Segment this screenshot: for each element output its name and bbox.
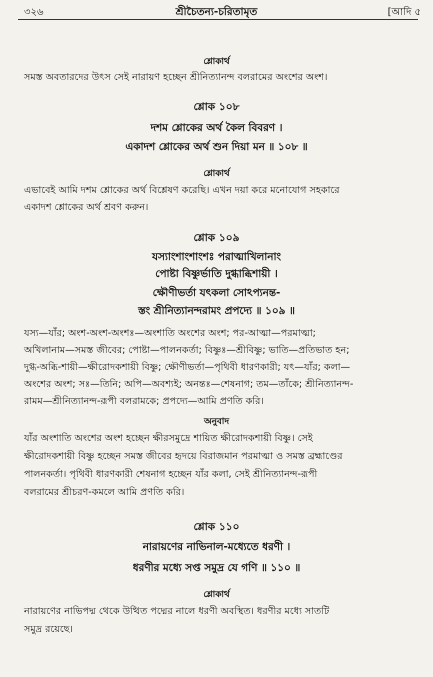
paragraph-line: সমস্ত অবতারদের উৎস সেই নারায়ণ হচ্ছেন শ্রীনিত্যানন্দ বলরামের অংশের অংশ। xyxy=(24,72,328,83)
shloka-number: শ্লোক ১১০ xyxy=(193,521,240,533)
sanskrit-verse-line: যস্যাংশাংশাংশঃ পরাত্মাখিলানাং xyxy=(152,251,281,263)
book-title: শ্রীচৈতন্য-চরিতামৃত xyxy=(175,6,258,18)
paragraph-line: সমুদ্র রয়েছে। xyxy=(24,624,73,635)
synonym-line: অখিলানাম—সমস্ত জীবের; পোষ্টা—পালনকর্তা; বিষ্ণুঃ—শ্রীবিষ্ণু; ভাতি—প্রতিভাত হন; xyxy=(24,345,350,356)
verse-line: নারায়ণের নাভিনাল-মধ্যেতে ধরণী । xyxy=(142,541,291,553)
paragraph-line: একাদশ শ্লোকের অর্থ শ্রবণ করুন। xyxy=(24,202,149,213)
sanskrit-verse-line: স্তং শ্রীনিত্যানন্দরামং প্রপদ্যে ॥ ১০৯ ॥ xyxy=(138,305,295,317)
paragraph-line: পালনকর্তা। পৃথিবী ধারণকারী শেষনাগ হচ্ছেন যাঁর কলা, সেই শ্রীনিত্যানন্দ-রূপী xyxy=(24,469,318,480)
verse-line: ধরণীর মধ্যে সপ্ত সমুদ্র যে গণি ॥ ১১০ ॥ xyxy=(132,562,301,574)
synonym-line: দুগ্ধ-অব্ধি-শায়ী—ক্ষীরোদকশায়ী বিষ্ণু; ক্ষৌণীভর্তা—পৃথিবী ধারণকারী; যৎ—যাঁর; কলা— xyxy=(24,362,351,373)
paragraph-line: নারায়ণের নাভিপদ্ম থেকে উত্থিত পদ্মের নালে ধরণী অবস্থিত। ধরণীর মধ্যে সাতটি xyxy=(24,606,330,617)
heading-translation-label: শ্লোকার্থ xyxy=(203,169,230,179)
synonym-line: অংশের অংশ; সঃ—তিনি; অপি—অবশ্যই; অনন্তঃ—শেষনাগ; তম—তাঁকে; শ্রীনিত্যানন্দ- xyxy=(24,379,354,390)
synonym-line: যস্য—যাঁর; অংশ-অংশ-অংশঃ—অংশাতি অংশের অংশ; পর-আত্মা—পরমাত্মা; xyxy=(24,328,316,339)
section-label: [আদি ৫ xyxy=(387,7,421,18)
paragraph-line: ক্ষীরোদকশায়ী বিষ্ণু হচ্ছেন সমস্ত জীবের হৃদয়ে বিরাজমান পরমাত্মা ও সমস্ত ব্রহ্মাণ্ডের xyxy=(24,451,343,462)
heading-translation-label: শ্লোকার্থ xyxy=(203,590,230,600)
sanskrit-verse-line: পোষ্টা বিষ্ণুর্ভাতি দুগ্ধাব্ধিশায়ী । xyxy=(155,268,278,280)
synonym-line: রামম—শ্রীনিত্যানন্দ-রূপী বলরামকে; প্রপদ্যে—আমি প্রণতি করি। xyxy=(24,396,264,407)
verse-line: দশম শ্লোকের অর্থ কৈল বিবরণ । xyxy=(150,122,283,134)
shloka-number: শ্লোক ১০৮ xyxy=(193,101,240,113)
paragraph-line: এভাবেই আমি দশম শ্লোকের অর্থ বিশ্লেষণ করেছি। এখন দয়া করে মনোযোগ সহকারে xyxy=(24,185,340,196)
shloka-number: শ্লোক ১০৯ xyxy=(193,232,240,244)
header-rule xyxy=(18,19,418,20)
heading-anuvad-label: অনুবাদ xyxy=(204,417,229,427)
verse-line: একাদশ শ্লোকের অর্থ শুন দিয়া মন ॥ ১০৮ ॥ xyxy=(125,141,308,153)
sanskrit-verse-line: ক্ষৌণীভর্তা যৎকলা সোঽপ্যনন্ত- xyxy=(152,287,281,299)
paragraph-line: বলরামের শ্রীচরণ-কমলে আমি প্রণতি করি। xyxy=(24,487,185,498)
heading-translation-label: শ্লোকার্থ xyxy=(203,57,230,67)
page-number: ৩২৬ xyxy=(24,7,44,18)
paragraph-line: যাঁর অংশাতি অংশের অংশ হচ্ছেন ক্ষীরসমুদ্রে শায়িত ক্ষীরোদকশায়ী বিষ্ণু। সেই xyxy=(24,433,313,444)
